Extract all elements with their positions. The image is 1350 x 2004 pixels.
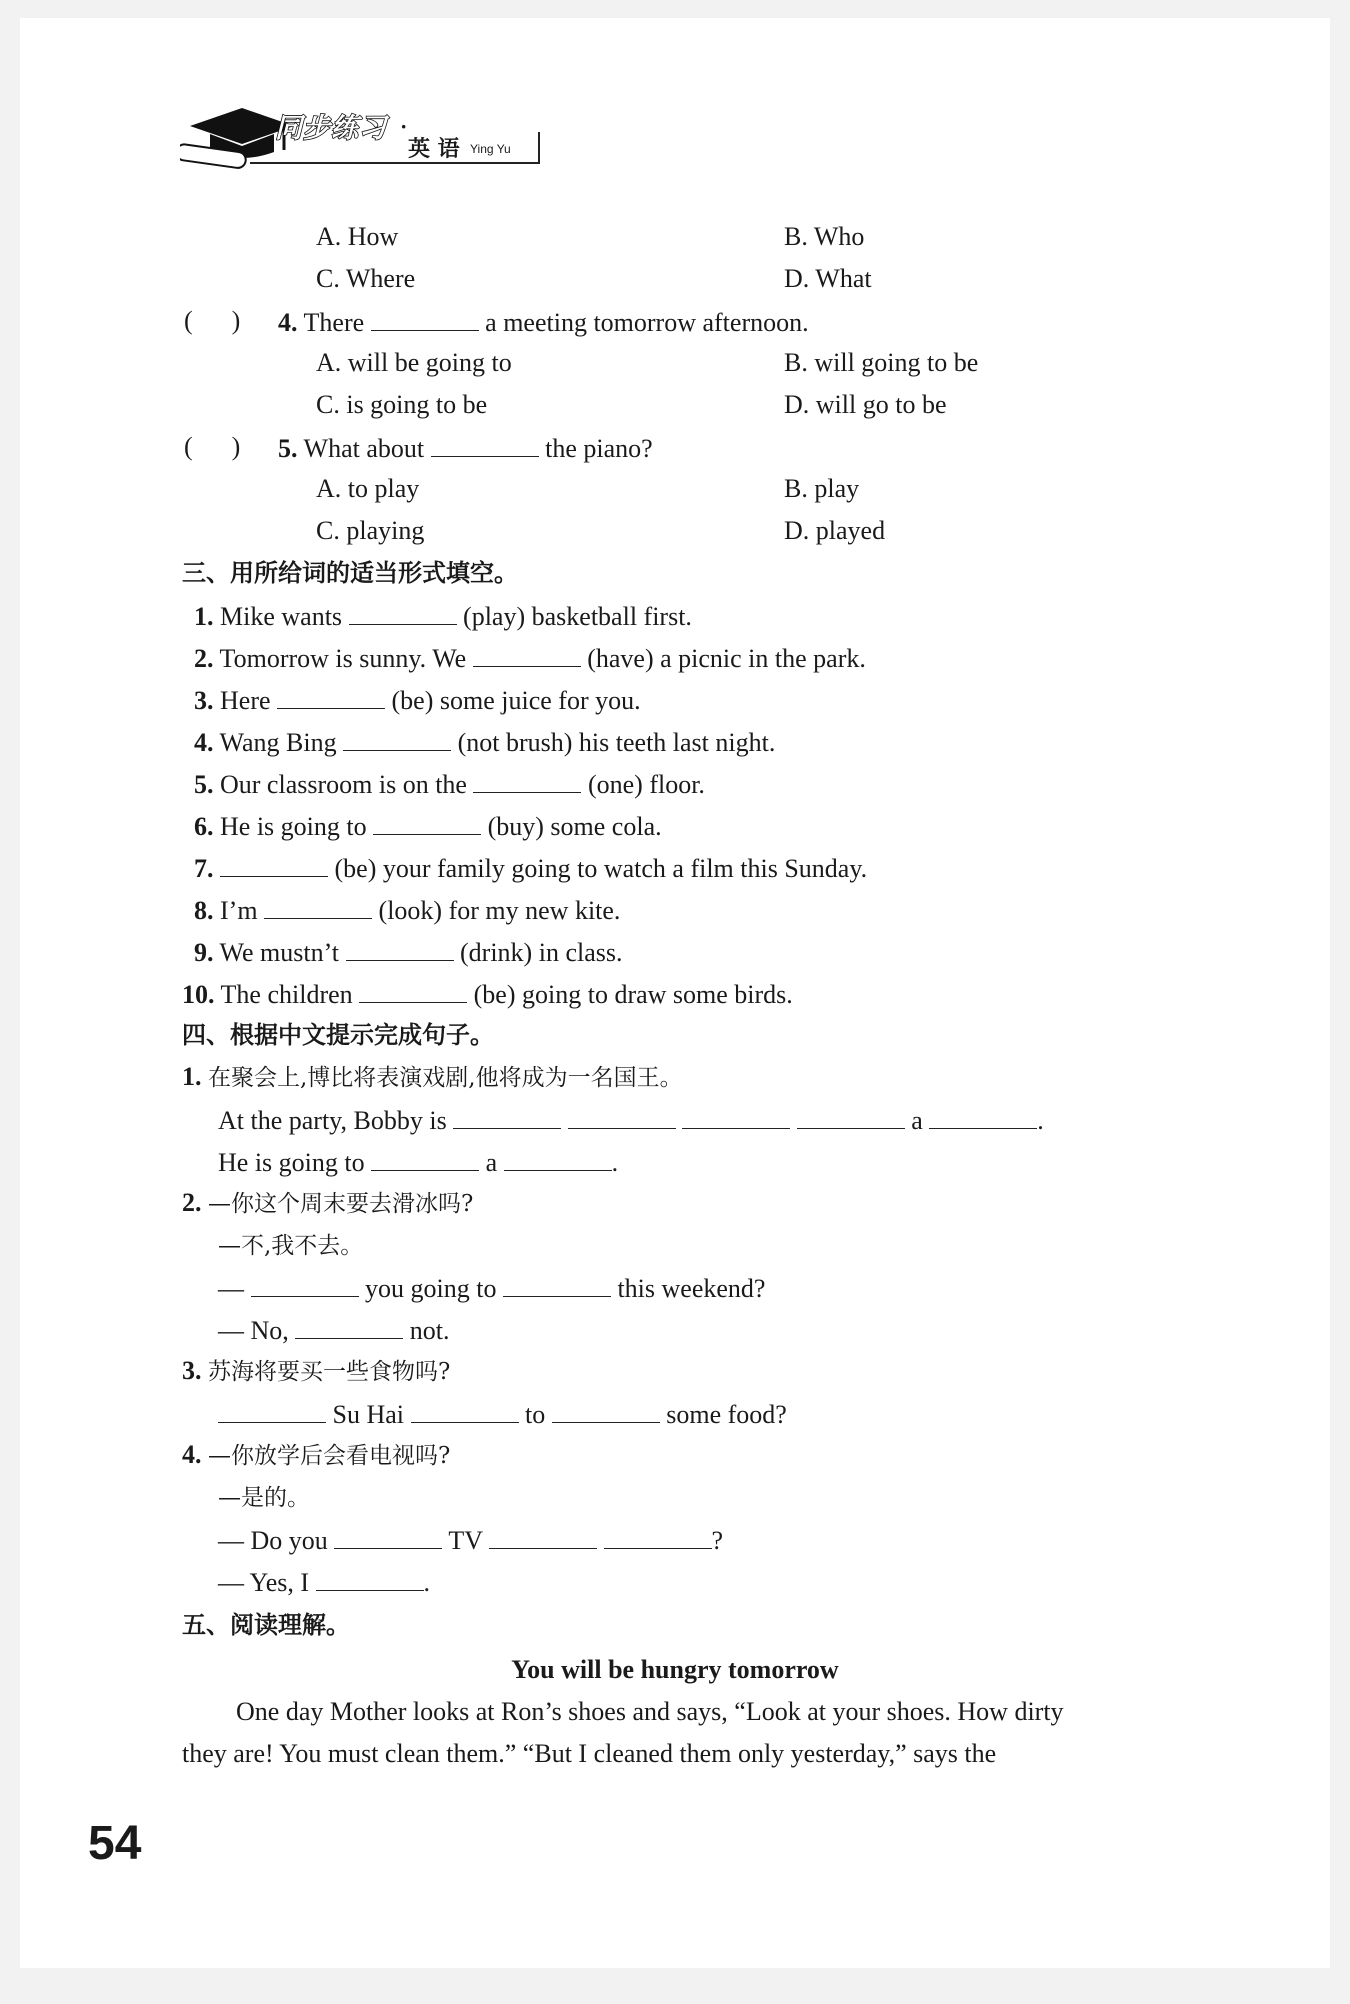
answer-blank[interactable] xyxy=(431,430,539,457)
item-number: 7. xyxy=(194,854,214,883)
q3-option-b: B. Who xyxy=(784,222,865,251)
answer-blank[interactable] xyxy=(453,1102,561,1129)
story-title: You will be hungry tomorrow xyxy=(511,1655,839,1684)
section-3-title: 三、用所给词的适当形式填空。 xyxy=(182,559,518,587)
item-number: 3. xyxy=(182,1356,202,1385)
item-number: 1. xyxy=(182,1062,202,1091)
answer-blank[interactable] xyxy=(218,1396,326,1423)
sentence-text: a xyxy=(911,1106,923,1135)
q3-option-a: A. How xyxy=(316,222,399,251)
item-text: (play) basketball first. xyxy=(463,602,692,631)
item-text: (be) your family going to watch a film this Sunday. xyxy=(334,854,868,883)
answer-blank[interactable] xyxy=(359,976,467,1003)
question-number: 4. xyxy=(278,308,298,337)
item-number: 4. xyxy=(182,1440,202,1469)
series-title: 同步练习 xyxy=(275,113,387,144)
q4-option-a: A. will be going to xyxy=(316,348,512,377)
item-number: 5. xyxy=(194,770,214,799)
sentence-text: — xyxy=(218,1274,244,1303)
item-text: Our classroom is on the xyxy=(220,770,467,799)
item-text: We mustn’t xyxy=(219,938,340,967)
answer-paren[interactable]: ( ) xyxy=(184,306,241,335)
s4-q4-line2 xyxy=(218,1564,430,1600)
q5-option-c: C. playing xyxy=(316,516,425,545)
answer-blank[interactable] xyxy=(343,724,451,751)
fill-item-7 xyxy=(194,850,867,886)
item-number: 3. xyxy=(194,686,214,715)
fill-item-6 xyxy=(194,808,662,844)
answer-blank[interactable] xyxy=(349,598,457,625)
answer-blank[interactable] xyxy=(489,1522,597,1549)
header-rule xyxy=(250,162,540,164)
answer-blank[interactable] xyxy=(264,892,372,919)
item-text: Tomorrow is sunny. We xyxy=(219,644,467,673)
item-text: (buy) some cola. xyxy=(487,812,662,841)
s4-q2-prompt-2 xyxy=(218,1228,363,1263)
subject-pinyin: Ying Yu xyxy=(470,142,511,156)
s4-q4-line1 xyxy=(218,1522,723,1558)
item-text: (be) going to draw some birds. xyxy=(473,980,793,1009)
sentence-text: — No, xyxy=(218,1316,289,1345)
fill-item-3 xyxy=(194,682,641,718)
page-number: 54 xyxy=(88,1817,142,1870)
fill-item-2 xyxy=(194,640,866,676)
answer-blank[interactable] xyxy=(316,1564,424,1591)
question-text: There xyxy=(303,308,365,337)
q5-option-b: B. play xyxy=(784,474,860,503)
answer-paren[interactable]: ( ) xyxy=(184,432,241,461)
answer-blank[interactable] xyxy=(371,1144,479,1171)
s4-q1-line1: At the party, Bobby is a . xyxy=(218,1102,1044,1138)
answer-blank[interactable] xyxy=(334,1522,442,1549)
chinese-prompt: —你这个周末要去滑冰吗? xyxy=(208,1191,474,1217)
chinese-prompt: —不,我不去。 xyxy=(218,1233,364,1259)
item-number: 10. xyxy=(182,980,215,1009)
sentence-text: He is going to xyxy=(218,1148,365,1177)
header xyxy=(180,96,560,176)
sentence-text: TV xyxy=(448,1526,483,1555)
answer-blank[interactable] xyxy=(503,1270,611,1297)
sentence-text: Su Hai xyxy=(332,1400,404,1429)
item-number: 2. xyxy=(182,1188,202,1217)
item-text: The children xyxy=(220,980,353,1009)
s4-q4-prompt xyxy=(182,1438,450,1473)
answer-blank[interactable] xyxy=(504,1144,612,1171)
fill-item-9 xyxy=(194,934,622,970)
answer-blank[interactable] xyxy=(797,1102,905,1129)
sentence-text: ? xyxy=(711,1526,724,1555)
section-4-title: 四、根据中文提示完成句子。 xyxy=(182,1021,494,1049)
question-text: the piano? xyxy=(545,434,653,463)
answer-blank[interactable] xyxy=(473,640,581,667)
sentence-text: not. xyxy=(409,1316,450,1345)
item-text: (look) for my new kite. xyxy=(378,896,621,925)
chinese-prompt: —是的。 xyxy=(218,1485,310,1511)
item-text: (be) some juice for you. xyxy=(391,686,641,715)
answer-blank[interactable] xyxy=(682,1102,790,1129)
question-4 xyxy=(278,304,809,340)
chinese-prompt: —你放学后会看电视吗? xyxy=(208,1443,451,1469)
answer-blank[interactable] xyxy=(277,682,385,709)
item-text: He is going to xyxy=(220,812,367,841)
worksheet-page xyxy=(20,18,1330,1968)
chinese-prompt: 在聚会上,博比将表演戏剧,他将成为一名国王。 xyxy=(208,1065,683,1091)
answer-blank[interactable] xyxy=(373,808,481,835)
answer-blank[interactable] xyxy=(295,1312,403,1339)
q3-option-c: C. Where xyxy=(316,264,416,293)
item-text: (drink) in class. xyxy=(460,938,623,967)
q4-option-b: B. will going to be xyxy=(784,348,979,377)
item-number: 4. xyxy=(194,728,214,757)
q5-option-a: A. to play xyxy=(316,474,420,503)
question-5 xyxy=(278,430,653,466)
subject-label: 英 语 xyxy=(408,137,460,162)
s4-q1-line2: He is going to a . xyxy=(218,1144,618,1180)
story-line-1: One day Mother looks at Ron’s shoes and says, “Look at your shoes. How dirty xyxy=(236,1697,1064,1726)
s4-q1-prompt xyxy=(182,1060,683,1095)
chinese-prompt: 苏海将要买一些食物吗? xyxy=(208,1359,451,1385)
sentence-text: a xyxy=(485,1148,498,1177)
sentence-text: . xyxy=(423,1568,431,1597)
q4-option-c: C. is going to be xyxy=(316,390,488,419)
answer-blank[interactable] xyxy=(604,1522,712,1549)
answer-blank[interactable] xyxy=(929,1102,1037,1129)
question-number: 5. xyxy=(278,434,298,463)
answer-blank[interactable] xyxy=(568,1102,676,1129)
s4-q3-prompt xyxy=(182,1354,450,1389)
sentence-text: — Yes, I xyxy=(218,1568,310,1597)
answer-blank[interactable] xyxy=(346,934,454,961)
item-text: Here xyxy=(220,686,271,715)
q5-option-d: D. played xyxy=(784,516,886,545)
s4-q4-prompt-2 xyxy=(218,1480,310,1515)
header-dot: · xyxy=(400,114,408,139)
item-number: 6. xyxy=(194,812,214,841)
sentence-text: you going to xyxy=(365,1274,497,1303)
fill-item-8 xyxy=(194,892,620,928)
answer-blank[interactable] xyxy=(552,1396,660,1423)
answer-blank[interactable] xyxy=(220,850,328,877)
fill-item-10 xyxy=(182,976,793,1012)
s4-q3-line1 xyxy=(218,1396,787,1432)
sentence-text: — Do you xyxy=(218,1526,328,1555)
answer-blank[interactable] xyxy=(251,1270,359,1297)
item-text: (have) a picnic in the park. xyxy=(587,644,866,673)
item-text: (one) floor. xyxy=(587,770,705,799)
section-5-title: 五、阅读理解。 xyxy=(182,1611,350,1639)
item-number: 8. xyxy=(194,896,214,925)
item-text: Wang Bing xyxy=(219,728,337,757)
sentence-text: At the party, Bobby is xyxy=(218,1106,447,1135)
item-text: I’m xyxy=(220,896,258,925)
answer-blank[interactable] xyxy=(473,766,581,793)
sentence-text: some food? xyxy=(666,1400,787,1429)
question-text: What about xyxy=(303,434,425,463)
answer-blank[interactable] xyxy=(371,304,479,331)
sentence-text: to xyxy=(525,1400,546,1429)
q4-option-d: D. will go to be xyxy=(784,390,947,419)
s4-q2-prompt xyxy=(182,1186,473,1221)
question-text: a meeting tomorrow afternoon. xyxy=(485,308,809,337)
answer-blank[interactable] xyxy=(411,1396,519,1423)
header-rule-end xyxy=(538,132,540,164)
story-line-2: they are! You must clean them.” “But I cleaned them only yesterday,” says the xyxy=(182,1739,997,1768)
item-text: Mike wants xyxy=(220,602,343,631)
s4-q2-line2 xyxy=(218,1312,450,1348)
s4-q2-line1 xyxy=(218,1270,765,1306)
sentence-text: this weekend? xyxy=(617,1274,766,1303)
item-number: 1. xyxy=(194,602,214,631)
item-text: (not brush) his teeth last night. xyxy=(457,728,776,757)
item-number: 2. xyxy=(194,644,214,673)
q3-option-d: D. What xyxy=(784,264,872,293)
fill-item-4 xyxy=(194,724,775,760)
item-number: 9. xyxy=(194,938,214,967)
fill-item-1 xyxy=(194,598,692,634)
fill-item-5 xyxy=(194,766,705,802)
